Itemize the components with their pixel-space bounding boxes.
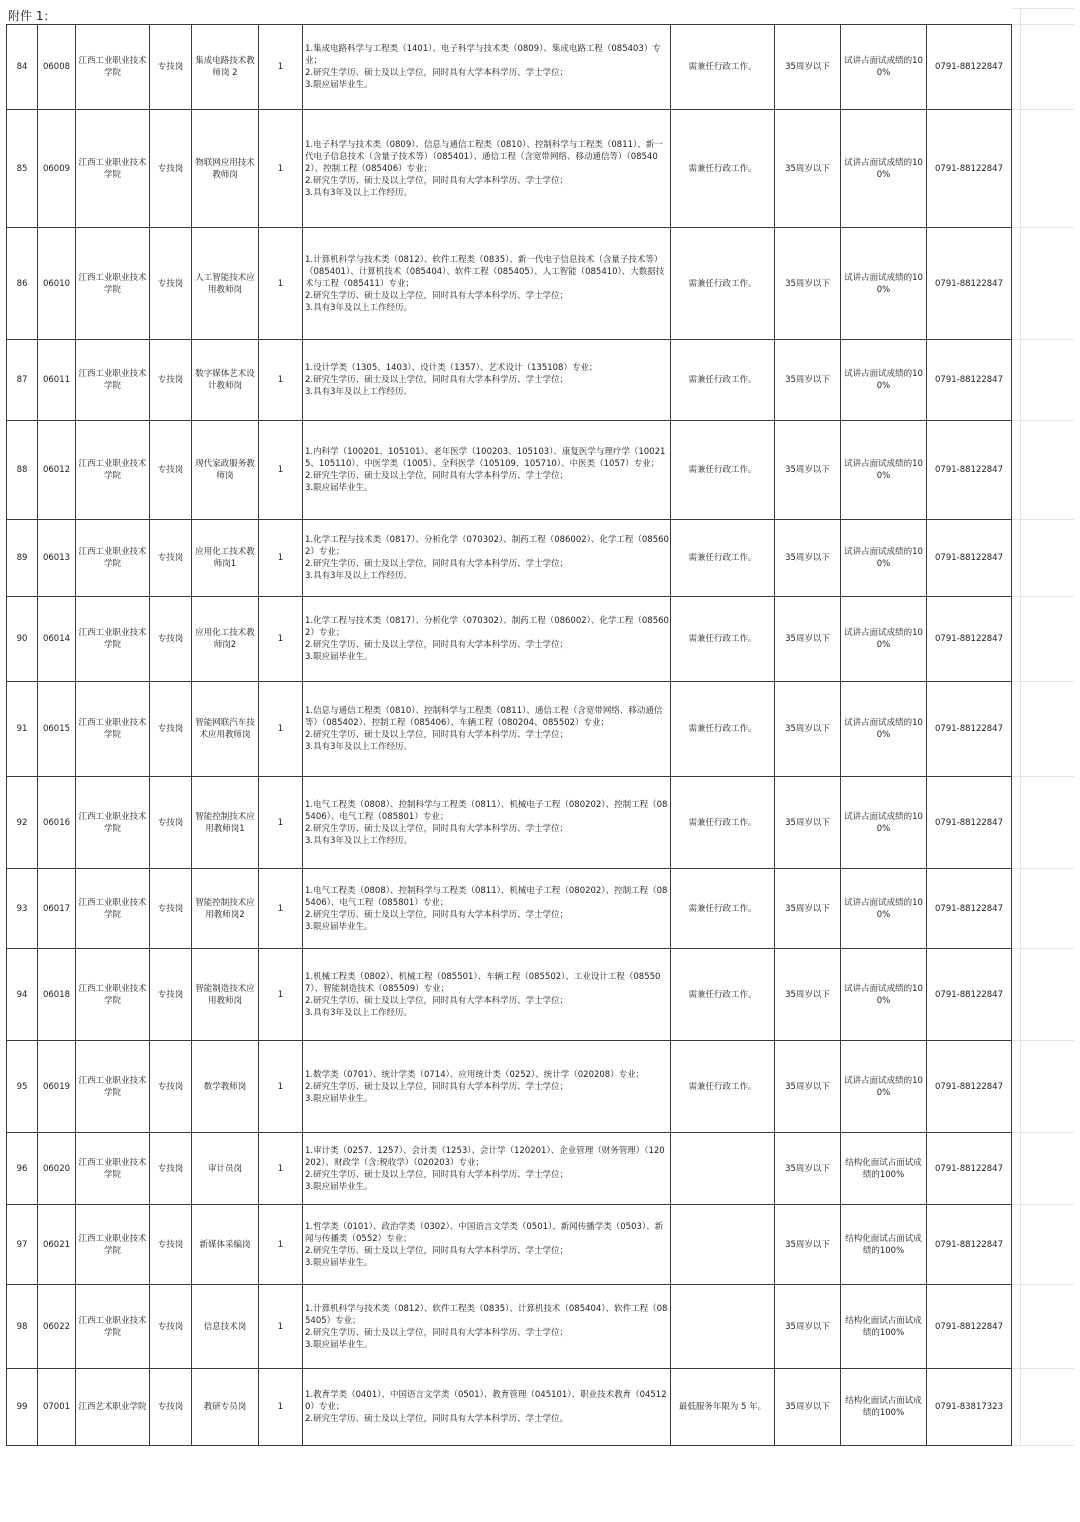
table-row — [7, 949, 1012, 1041]
hire-count-cell: 1 — [259, 597, 303, 682]
post-category-cell: 专技岗 — [150, 421, 192, 520]
exam-method-cell: 试讲占面试成绩的100% — [841, 949, 927, 1041]
requirement-line: 2.研究生学历、硕士及以上学位，同时具有大学本科学历、学士学位； — [305, 730, 569, 740]
requirement-line: 3.限应届毕业生。 — [305, 1181, 373, 1192]
row-number-cell: 90 — [7, 597, 38, 682]
contact-phone-cell: 0791-88122847 — [927, 25, 1012, 110]
exam-method-cell: 结构化面试占面试成绩的100% — [841, 1285, 927, 1369]
post-category-cell: 专技岗 — [150, 1369, 192, 1446]
contact-phone-cell: 0791-88122847 — [927, 110, 1012, 228]
requirement-line: 2.研究生学历、硕士及以上学位，同时具有大学本科学历、学士学位； — [305, 290, 569, 301]
requirements-cell — [303, 1133, 671, 1205]
post-category-cell: 专技岗 — [150, 1205, 192, 1285]
requirement-line: 1.计算机科学与技术类（0812）、软件工程类（0835）、计算机技术（085404）、软件工程（085405）专业； — [305, 1303, 668, 1326]
unit-name-cell: 江西工业职业技术学院 — [76, 597, 150, 682]
requirement-line: 2.研究生学历、硕士及以上学位，同时具有大学本科学历、学士学位； — [305, 909, 569, 920]
requirement-line: 2.研究生学历、硕士及以上学位，同时具有大学本科学历、学士学位； — [305, 375, 569, 385]
contact-phone-cell: 0791-88122847 — [927, 340, 1012, 421]
grid-line — [1012, 596, 1074, 597]
table-row — [7, 1285, 1012, 1369]
requirement-line: 3.限应届毕业生。 — [305, 80, 373, 90]
post-code-cell: 06017 — [38, 869, 76, 949]
requirement-line: 1.信息与通信工程类（0810）、控制科学与工程类（0811）、通信工程（含宽带网络、移动通信等）（085402）、控制工程（085406）、车辆工程（080204、085502）专业； — [305, 706, 663, 728]
other-conditions-cell: 需兼任行政工作。 — [671, 682, 775, 777]
grid-line — [1012, 420, 1074, 421]
requirement-line: 3.具有3年及以上工作经历。 — [305, 571, 413, 581]
exam-method-cell: 试讲占面试成绩的100% — [841, 25, 927, 110]
post-code-cell: 06020 — [38, 1133, 76, 1205]
requirement-line: 1.设计学类（1305、1403）、设计类（1357）、艺术设计（135108）专业； — [305, 363, 598, 373]
post-code-cell: 06011 — [38, 340, 76, 421]
post-name-cell: 智能控制技术应用教师岗1 — [192, 777, 259, 869]
unit-name-cell: 江西工业职业技术学院 — [76, 1133, 150, 1205]
post-category-cell: 专技岗 — [150, 228, 192, 340]
requirements-cell — [303, 228, 671, 340]
requirement-line: 1.机械工程类（0802）、机械工程（085501）、车辆工程（085502）、工业设计工程（085507）、智能制造技术（085509）专业； — [305, 971, 661, 994]
row-number-cell: 87 — [7, 340, 38, 421]
table-row — [7, 869, 1012, 949]
table-row — [7, 25, 1012, 110]
unit-name-cell: 江西工业职业技术学院 — [76, 1041, 150, 1133]
exam-method-cell: 试讲占面试成绩的100% — [841, 228, 927, 340]
unit-name-cell: 江西工业职业技术学院 — [76, 520, 150, 597]
hire-count-cell: 1 — [259, 869, 303, 949]
table-row — [7, 1205, 1012, 1285]
attachment-label: 附件 1： — [8, 9, 56, 23]
unit-name-cell: 江西工业职业技术学院 — [76, 1205, 150, 1285]
unit-name-cell: 江西工业职业技术学院 — [76, 340, 150, 421]
grid-line — [1012, 868, 1074, 869]
unit-name-cell: 江西工业职业技术学院 — [76, 869, 150, 949]
hire-count-cell: 1 — [259, 340, 303, 421]
row-number-cell: 97 — [7, 1205, 38, 1285]
contact-phone-cell: 0791-88122847 — [927, 777, 1012, 869]
grid-line — [1012, 776, 1074, 777]
other-conditions-cell: 需兼任行政工作。 — [671, 869, 775, 949]
requirement-line: 3.限应届毕业生。 — [305, 483, 373, 493]
row-number-cell: 94 — [7, 949, 38, 1041]
post-name-cell: 教研专员岗 — [192, 1369, 259, 1446]
post-category-cell: 专技岗 — [150, 949, 192, 1041]
grid-line — [1012, 227, 1074, 228]
post-code-cell: 06016 — [38, 777, 76, 869]
requirement-line: 2.研究生学历、硕士及以上学位，同时具有大学本科学历、学士学位； — [305, 559, 569, 569]
table-row — [7, 682, 1012, 777]
grid-line — [1012, 1040, 1074, 1041]
grid-line — [1012, 1204, 1074, 1205]
table-row — [7, 520, 1012, 597]
post-code-cell: 07001 — [38, 1369, 76, 1446]
post-name-cell: 数字媒体艺术设计教师岗 — [192, 340, 259, 421]
requirement-line: 3.具有3年及以上工作经历。 — [305, 1007, 413, 1018]
hire-count-cell: 1 — [259, 1369, 303, 1446]
hire-count-cell: 1 — [259, 25, 303, 110]
contact-phone-cell: 0791-88122847 — [927, 1133, 1012, 1205]
age-limit-cell: 35周岁以下 — [775, 1133, 841, 1205]
table-row — [7, 597, 1012, 682]
row-number-cell: 99 — [7, 1369, 38, 1446]
age-limit-cell: 35周岁以下 — [775, 869, 841, 949]
post-code-cell: 06015 — [38, 682, 76, 777]
post-name-cell: 应用化工技术教师岗1 — [192, 520, 259, 597]
row-number-cell: 95 — [7, 1041, 38, 1133]
requirement-line: 3.限应届毕业生。 — [305, 1093, 373, 1104]
hire-count-cell: 1 — [259, 1041, 303, 1133]
requirement-line: 2.研究生学历、硕士及以上学位，同时具有大学本科学历、学士学位； — [305, 471, 569, 481]
unit-name-cell: 江西工业职业技术学院 — [76, 421, 150, 520]
post-category-cell: 专技岗 — [150, 520, 192, 597]
hire-count-cell: 1 — [259, 777, 303, 869]
post-category-cell: 专技岗 — [150, 110, 192, 228]
age-limit-cell: 35周岁以下 — [775, 520, 841, 597]
age-limit-cell: 35周岁以下 — [775, 1205, 841, 1285]
hire-count-cell: 1 — [259, 1133, 303, 1205]
requirement-line: 2.研究生学历、硕士及以上学位，同时具有大学本科学历、学士学位； — [305, 995, 569, 1006]
post-code-cell: 06009 — [38, 110, 76, 228]
requirement-line: 1.化学工程与技术类（0817）、分析化学（070302）、制药工程（086002）、化学工程（085602）专业； — [305, 535, 669, 557]
post-category-cell: 专技岗 — [150, 340, 192, 421]
contact-phone-cell: 0791-88122847 — [927, 1285, 1012, 1369]
hire-count-cell: 1 — [259, 949, 303, 1041]
other-conditions-cell: 需兼任行政工作。 — [671, 25, 775, 110]
requirements-cell — [303, 682, 671, 777]
other-conditions-cell — [671, 1285, 775, 1369]
unit-name-cell: 江西工业职业技术学院 — [76, 110, 150, 228]
unit-name-cell: 江西工业职业技术学院 — [76, 228, 150, 340]
requirement-line: 3.限应届毕业生。 — [305, 1257, 373, 1268]
exam-method-cell: 结构化面试占面试成绩的100% — [841, 1369, 927, 1446]
grid-line — [1012, 1284, 1074, 1285]
empty-grid-lines — [1012, 8, 1074, 1445]
post-name-cell: 智能制造技术应用教师岗 — [192, 949, 259, 1041]
requirement-line: 1.数学类（0701）、统计学类（0714）、应用统计类（0252）、统计学（020208）专业； — [305, 1069, 645, 1080]
post-name-cell: 物联网应用技术教师岗 — [192, 110, 259, 228]
contact-phone-cell: 0791-88122847 — [927, 597, 1012, 682]
post-name-cell: 集成电路技术教师岗 2 — [192, 25, 259, 110]
table-row — [7, 1369, 1012, 1446]
recruitment-table — [6, 24, 1012, 1446]
requirements-cell — [303, 949, 671, 1041]
row-number-cell: 89 — [7, 520, 38, 597]
requirements-cell — [303, 597, 671, 682]
exam-method-cell: 试讲占面试成绩的100% — [841, 340, 927, 421]
row-number-cell: 85 — [7, 110, 38, 228]
contact-phone-cell: 0791-83817323 — [927, 1369, 1012, 1446]
table-row — [7, 110, 1012, 228]
age-limit-cell: 35周岁以下 — [775, 1369, 841, 1446]
post-category-cell: 专技岗 — [150, 1285, 192, 1369]
unit-name-cell: 江西工业职业技术学院 — [76, 1285, 150, 1369]
grid-line — [1012, 1368, 1074, 1369]
post-category-cell: 专技岗 — [150, 25, 192, 110]
row-number-cell: 88 — [7, 421, 38, 520]
other-conditions-cell: 需兼任行政工作。 — [671, 110, 775, 228]
requirement-line: 1.电气工程类（0808）、控制科学与工程类（0811）、机械电子工程（080202）、控制工程（085406）、电气工程（085801）专业； — [305, 799, 668, 822]
post-name-cell: 审计员岗 — [192, 1133, 259, 1205]
requirements-cell — [303, 25, 671, 110]
age-limit-cell: 35周岁以下 — [775, 682, 841, 777]
row-number-cell: 93 — [7, 869, 38, 949]
table-row — [7, 340, 1012, 421]
post-category-cell: 专技岗 — [150, 869, 192, 949]
table-row — [7, 1133, 1012, 1205]
grid-line — [1012, 948, 1074, 949]
grid-line — [1012, 339, 1074, 340]
contact-phone-cell: 0791-88122847 — [927, 228, 1012, 340]
post-code-cell: 06012 — [38, 421, 76, 520]
requirements-cell — [303, 110, 671, 228]
requirement-line: 2.研究生学历、硕士及以上学位，同时具有大学本科学历、学士学位； — [305, 1327, 569, 1338]
requirement-line: 1.电子科学与技术类（0809）、信息与通信工程类（0810）、控制科学与工程类（0811）、新一代电子信息技术（含量子技术等）（085401）、通信工程（含宽带网络、移动通信等）（085402）、控制工程（085406）专业； — [305, 139, 663, 174]
post-name-cell: 新媒体采编岗 — [192, 1205, 259, 1285]
hire-count-cell: 1 — [259, 682, 303, 777]
row-number-cell: 84 — [7, 25, 38, 110]
requirement-line: 1.计算机科学与技术类（0812）、软件工程类（0835）、新一代电子信息技术（含量子技术等）（085401）、计算机技术（085404）、软件工程（085405）、人工智能（085410）、大数据技术与工程（085411）专业； — [305, 254, 665, 289]
table-row — [7, 421, 1012, 520]
other-conditions-cell: 需兼任行政工作。 — [671, 520, 775, 597]
post-code-cell: 06022 — [38, 1285, 76, 1369]
age-limit-cell: 35周岁以下 — [775, 228, 841, 340]
other-conditions-cell: 最低服务年限为 5 年。 — [671, 1369, 775, 1446]
exam-method-cell: 试讲占面试成绩的100% — [841, 421, 927, 520]
requirements-cell — [303, 1369, 671, 1446]
age-limit-cell: 35周岁以下 — [775, 597, 841, 682]
post-name-cell: 智能控制技术应用教师岗2 — [192, 869, 259, 949]
requirement-line: 3.具有3年及以上工作经历。 — [305, 187, 413, 198]
requirement-line: 1.化学工程与技术类（0817）、分析化学（070302）、制药工程（086002）、化学工程（085602）专业； — [305, 616, 669, 638]
grid-line — [1012, 681, 1074, 682]
table-row — [7, 777, 1012, 869]
exam-method-cell: 试讲占面试成绩的100% — [841, 777, 927, 869]
post-name-cell: 信息技术岗 — [192, 1285, 259, 1369]
post-name-cell: 应用化工技术教师岗2 — [192, 597, 259, 682]
contact-phone-cell: 0791-88122847 — [927, 682, 1012, 777]
row-number-cell: 91 — [7, 682, 38, 777]
exam-method-cell: 试讲占面试成绩的100% — [841, 682, 927, 777]
contact-phone-cell: 0791-88122847 — [927, 1041, 1012, 1133]
post-code-cell: 06021 — [38, 1205, 76, 1285]
table-row — [7, 228, 1012, 340]
exam-method-cell: 试讲占面试成绩的100% — [841, 597, 927, 682]
requirement-line: 2.研究生学历、硕士及以上学位，同时具有大学本科学历、学士学位； — [305, 823, 569, 834]
requirement-line: 2.研究生学历、硕士及以上学位，同时具有大学本科学历、学士学位； — [305, 175, 569, 186]
other-conditions-cell: 需兼任行政工作。 — [671, 949, 775, 1041]
post-name-cell: 数学教师岗 — [192, 1041, 259, 1133]
requirement-line: 1.电气工程类（0808）、控制科学与工程类（0811）、机械电子工程（080202）、控制工程（085406）、电气工程（085801）专业； — [305, 885, 668, 908]
requirement-line: 3.具有3年及以上工作经历。 — [305, 742, 413, 752]
age-limit-cell: 35周岁以下 — [775, 421, 841, 520]
post-category-cell: 专技岗 — [150, 1133, 192, 1205]
requirement-line: 3.具有3年及以上工作经历。 — [305, 302, 413, 313]
post-category-cell: 专技岗 — [150, 1041, 192, 1133]
contact-phone-cell: 0791-88122847 — [927, 1205, 1012, 1285]
post-code-cell: 06010 — [38, 228, 76, 340]
other-conditions-cell: 需兼任行政工作。 — [671, 1041, 775, 1133]
other-conditions-cell — [671, 1133, 775, 1205]
other-conditions-cell: 需兼任行政工作。 — [671, 228, 775, 340]
age-limit-cell: 35周岁以下 — [775, 340, 841, 421]
table-row — [7, 1041, 1012, 1133]
requirement-line: 2.研究生学历、硕士及以上学位，同时具有大学本科学历、学士学位； — [305, 68, 569, 78]
post-code-cell: 06019 — [38, 1041, 76, 1133]
age-limit-cell: 35周岁以下 — [775, 110, 841, 228]
unit-name-cell: 江西工业职业技术学院 — [76, 25, 150, 110]
grid-line — [1012, 1132, 1074, 1133]
other-conditions-cell — [671, 1205, 775, 1285]
hire-count-cell: 1 — [259, 1205, 303, 1285]
requirement-line: 1.教育学类（0401）、中国语言文学类（0501）、教育管理（045101）、职业技术教育（045120）专业； — [305, 1390, 667, 1412]
post-code-cell: 06014 — [38, 597, 76, 682]
exam-method-cell: 结构化面试占面试成绩的100% — [841, 1205, 927, 1285]
unit-name-cell: 江西艺术职业学院 — [76, 1369, 150, 1446]
requirement-line: 3.限应届毕业生。 — [305, 652, 373, 662]
requirement-line: 1.审计类（0257、1257）、会计类（1253）、会计学（120201）、企业管理（财务管理）（120202）、财政学（含:税收学）（020203）专业； — [305, 1145, 665, 1168]
requirement-line: 1.内科学（100201、105101）、老年医学（100203、105103）、康复医学与理疗学（100215、105110）、中医学类（1005）、全科医学（105109、105710）、中医类（1057）专业； — [305, 447, 666, 469]
requirements-cell — [303, 1041, 671, 1133]
contact-phone-cell: 0791-88122847 — [927, 520, 1012, 597]
exam-method-cell: 试讲占面试成绩的100% — [841, 1041, 927, 1133]
row-number-cell: 92 — [7, 777, 38, 869]
post-category-cell: 专技岗 — [150, 682, 192, 777]
row-number-cell: 86 — [7, 228, 38, 340]
contact-phone-cell: 0791-88122847 — [927, 869, 1012, 949]
other-conditions-cell: 需兼任行政工作。 — [671, 421, 775, 520]
hire-count-cell: 1 — [259, 520, 303, 597]
grid-line — [1020, 8, 1021, 1445]
contact-phone-cell: 0791-88122847 — [927, 421, 1012, 520]
other-conditions-cell: 需兼任行政工作。 — [671, 597, 775, 682]
other-conditions-cell: 需兼任行政工作。 — [671, 340, 775, 421]
age-limit-cell: 35周岁以下 — [775, 777, 841, 869]
post-name-cell: 人工智能技术应用教师岗 — [192, 228, 259, 340]
requirement-line: 2.研究生学历、硕士及以上学位，同时具有大学本科学历、学士学位。 — [305, 1414, 569, 1424]
requirement-line: 1.集成电路科学与工程类（1401）、电子科学与技术类（0809）、集成电路工程（085403）专业； — [305, 44, 661, 66]
grid-line — [1012, 519, 1074, 520]
unit-name-cell: 江西工业职业技术学院 — [76, 682, 150, 777]
requirement-line: 2.研究生学历、硕士及以上学位，同时具有大学本科学历、学士学位； — [305, 1169, 569, 1180]
requirement-line: 3.限应届毕业生。 — [305, 1339, 373, 1350]
other-conditions-cell: 需兼任行政工作。 — [671, 777, 775, 869]
hire-count-cell: 1 — [259, 421, 303, 520]
requirements-cell — [303, 421, 671, 520]
exam-method-cell: 试讲占面试成绩的100% — [841, 520, 927, 597]
grid-line — [1012, 109, 1074, 110]
unit-name-cell: 江西工业职业技术学院 — [76, 777, 150, 869]
post-name-cell: 智能网联汽车技术应用教师岗 — [192, 682, 259, 777]
requirements-cell — [303, 1285, 671, 1369]
requirement-line: 2.研究生学历、硕士及以上学位，同时具有大学本科学历、学士学位； — [305, 640, 569, 650]
age-limit-cell: 35周岁以下 — [775, 1041, 841, 1133]
requirement-line: 2.研究生学历、硕士及以上学位，同时具有大学本科学历、学士学位； — [305, 1245, 569, 1256]
post-code-cell: 06013 — [38, 520, 76, 597]
requirement-line: 3.具有3年及以上工作经历。 — [305, 387, 413, 397]
row-number-cell: 96 — [7, 1133, 38, 1205]
requirements-cell — [303, 340, 671, 421]
requirements-cell — [303, 869, 671, 949]
exam-method-cell: 试讲占面试成绩的100% — [841, 869, 927, 949]
post-name-cell: 现代家政服务教师岗 — [192, 421, 259, 520]
requirement-line: 2.研究生学历、硕士及以上学位，同时具有大学本科学历、学士学位； — [305, 1081, 569, 1092]
contact-phone-cell: 0791-88122847 — [927, 949, 1012, 1041]
hire-count-cell: 1 — [259, 110, 303, 228]
post-code-cell: 06008 — [38, 25, 76, 110]
exam-method-cell: 试讲占面试成绩的100% — [841, 110, 927, 228]
grid-line — [1012, 8, 1074, 9]
age-limit-cell: 35周岁以下 — [775, 1285, 841, 1369]
age-limit-cell: 35周岁以下 — [775, 949, 841, 1041]
exam-method-cell: 结构化面试占面试成绩的100% — [841, 1133, 927, 1205]
post-code-cell: 06018 — [38, 949, 76, 1041]
grid-line — [1012, 24, 1074, 25]
hire-count-cell: 1 — [259, 228, 303, 340]
requirements-cell — [303, 777, 671, 869]
requirements-cell — [303, 520, 671, 597]
age-limit-cell: 35周岁以下 — [775, 25, 841, 110]
requirement-line: 3.具有3年及以上工作经历。 — [305, 835, 413, 846]
row-number-cell: 98 — [7, 1285, 38, 1369]
grid-line — [1012, 1445, 1074, 1446]
unit-name-cell: 江西工业职业技术学院 — [76, 949, 150, 1041]
requirements-cell — [303, 1205, 671, 1285]
post-category-cell: 专技岗 — [150, 597, 192, 682]
post-category-cell: 专技岗 — [150, 777, 192, 869]
hire-count-cell: 1 — [259, 1285, 303, 1369]
requirement-line: 3.限应届毕业生。 — [305, 921, 373, 932]
requirement-line: 1.哲学类（0101）、政治学类（0302）、中国语言文学类（0501）、新闻传播学类（0503）、新闻与传播类（0552）专业； — [305, 1221, 664, 1244]
